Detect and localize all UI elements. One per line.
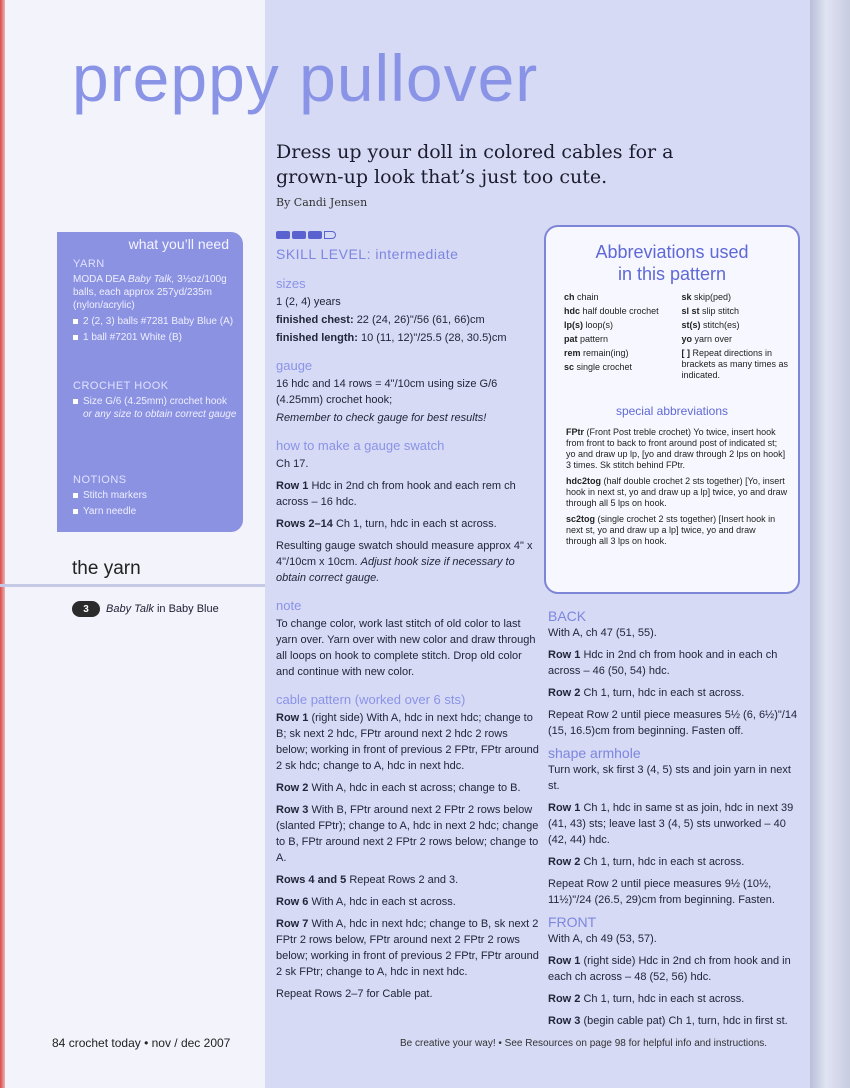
abbreviations-heading [546, 241, 798, 285]
abbreviations-box [544, 225, 800, 594]
row-label: Row 2 [548, 856, 581, 868]
row-label: Row 2 [276, 782, 309, 794]
front-heading: FRONT [548, 914, 597, 930]
notion-text: Yarn needle [83, 506, 137, 517]
swatch-ch: Ch 17. [276, 458, 309, 470]
page-number: 84 [52, 1036, 66, 1050]
finished-chest [276, 312, 541, 328]
row-label: Row 2 [548, 993, 581, 1005]
finished-length [276, 330, 541, 346]
abbr-item [564, 292, 672, 303]
def-text: (single crochet 2 sts together) [Insert hook in next st, yo and draw up a lp] twice, yo and draw through all 3 lps on hook. [566, 514, 776, 546]
armhole-repeat: Repeat Row 2 until piece measures 9½ (10½, 11½)"/24 (26.5, 29)cm from beginning. Fasten. [548, 878, 775, 906]
row-label: Row 6 [276, 896, 309, 908]
swatch-rows-2-14 [276, 516, 541, 532]
result-text: Resulting gauge swatch should measure approx 4" x 4"/10cm x 10cm. [276, 540, 533, 568]
def-hdc2tog [566, 476, 788, 509]
abbr-value: loop(s) [585, 320, 614, 330]
bullet-icon [73, 493, 78, 498]
chest-label: finished chest: [276, 314, 354, 326]
def-key: hdc2tog [566, 476, 601, 486]
yarn-item-text: 1 ball #7201 White (B) [83, 332, 182, 343]
row-label: Row 3 [548, 1015, 581, 1027]
row-label: Row 1 [276, 712, 309, 724]
sizes-heading: sizes [276, 276, 306, 291]
back-repeat: Repeat Row 2 until piece measures 5½ (6, 6½)"/14 (15, 16.5)cm from beginning. Fasten off. [548, 709, 798, 737]
yarn-item-2 [73, 331, 238, 344]
left-column-background [0, 0, 265, 1088]
back-start: With A, ch 47 (51, 55). [548, 627, 657, 639]
materials-box [57, 232, 243, 532]
abbr-heading-line-2: in this pattern [617, 264, 727, 284]
hook-item [73, 395, 238, 421]
length-label: finished length: [276, 332, 358, 344]
row-text: With A, hdc in next hdc; change to B, sk next 2 FPtr 2 rows below, FPtr around next 2 FPtr 2 rows below; working in front of previous 2 FPtr, FPtr around 2 sk FPtr; change to A, hdc in next hdc. [276, 918, 539, 978]
row-text: (begin cable pat) Ch 1, turn, hdc in first st. [583, 1015, 788, 1027]
def-key: FPtr [566, 427, 584, 437]
abbreviations-grid [564, 292, 789, 384]
row-text: With B, FPtr around next 2 FPtr 2 rows below (slanted FPtr); change to A, hdc in next 2 hdc; change to B, FPtr around next 2 FPtr 2 rows below; change to A. [276, 804, 539, 864]
back-row-2 [548, 685, 800, 701]
gauge-text: 16 hdc and 14 rows = 4"/10cm using size G/6 (4.25mm) crochet hook; [276, 378, 498, 406]
row-label: Row 1 [548, 955, 581, 967]
abbr-value: yarn over [694, 334, 733, 344]
notions-heading: NOTIONS [73, 474, 127, 486]
abbr-item [682, 306, 790, 317]
cable-row-6 [276, 894, 541, 910]
sizes-years: 1 (2, 4) years [276, 296, 341, 308]
abbr-key: sc [564, 362, 575, 372]
back-row-1 [548, 647, 800, 679]
bullet-icon [73, 509, 78, 514]
abbr-value: Repeat directions in brackets as many times as indicated. [681, 348, 789, 380]
row-text: With A, hdc in each st across; change to B. [311, 782, 521, 794]
page-title: preppy pullover [72, 41, 539, 115]
yarn-weight-icon: 3 [72, 601, 100, 617]
cable-row-1 [276, 710, 541, 774]
row-text: (right side) With A, hdc in next hdc; change to B; sk next 2 hdc, FPtr around next 2 hdc 2 rows below; working in front of previous 2 FPtr, FPtr around 2 sk hdc; change to A, hdc in next hdc. [276, 712, 539, 772]
def-key: sc2tog [566, 514, 596, 524]
abbr-item [682, 320, 790, 331]
hook-heading: CROCHET HOOK [73, 380, 169, 392]
def-text: (Front Post treble crochet) Yo twice, insert hook from front to back to front around post of indicated st; yo and draw up lp, [yo and draw through 2 lps on hook] 3 times. Sk stitch behind FPtr. [566, 427, 786, 470]
bullet-icon [73, 399, 78, 404]
front-row-2 [548, 991, 800, 1007]
cable-row-7 [276, 916, 541, 980]
subtitle: Dress up your doll in colored cables for a grown-up look that’s just too cute. [276, 141, 674, 188]
abbr-value: remain(ing) [583, 348, 629, 358]
swatch-row-1 [276, 478, 541, 510]
magazine-issue: crochet today • nov / dec 2007 [68, 1036, 231, 1050]
back-heading: BACK [548, 608, 587, 624]
row-text: Ch 1, turn, hdc in each st across. [583, 993, 745, 1005]
row-label: Row 3 [276, 804, 309, 816]
gauge-heading: gauge [276, 358, 313, 373]
abbr-key: rem [564, 348, 581, 358]
row-text: Repeat Rows 2 and 3. [349, 874, 459, 886]
yarn-item-1 [73, 315, 238, 328]
row-text: Hdc in 2nd ch from hook and each rem ch across – 16 hdc. [276, 480, 516, 508]
abbr-key: sl st [681, 306, 700, 316]
abbr-item [682, 292, 790, 303]
special-abbreviations-heading: special abbreviations [615, 404, 729, 418]
row-label: Row 1 [276, 480, 309, 492]
yarn-swatch-row [72, 601, 219, 617]
page-folio [52, 1036, 230, 1050]
abbr-key: lp(s) [564, 320, 583, 330]
def-sc2tog [566, 514, 788, 547]
armhole-heading: shape armhole [548, 745, 641, 761]
notion-text: Stitch markers [83, 490, 147, 501]
abbr-key: hdc [564, 306, 581, 316]
yarn-heading: YARN [73, 258, 105, 270]
row-text: Ch 1, turn, hdc in each st across. [335, 518, 497, 530]
yarn-description [73, 273, 238, 312]
row-text: (right side) Hdc in 2nd ch from hook and in each ch across – 48 (52, 56) hdc. [548, 955, 791, 983]
row-label: Row 1 [548, 802, 581, 814]
abbr-value: half double crochet [582, 306, 659, 316]
armhole-row-2 [548, 854, 800, 870]
front-row-1 [548, 953, 800, 985]
abbr-key: ch [564, 292, 575, 302]
abbr-value: single crochet [576, 362, 633, 372]
skill-level: SKILL LEVEL: intermediate [276, 246, 459, 262]
divider [0, 584, 265, 587]
yarn-name: Baby Talk, [128, 274, 175, 285]
cable-repeat: Repeat Rows 2–7 for Cable pat. [276, 988, 433, 1000]
notion-item-2 [73, 505, 238, 518]
armhole-start: Turn work, sk first 3 (4, 5) sts and join yarn in next st. [548, 764, 791, 792]
cable-row-3 [276, 802, 541, 866]
bullet-icon [73, 335, 78, 340]
notion-item-1 [73, 489, 238, 502]
front-start: With A, ch 49 (53, 57). [548, 933, 657, 945]
abbr-value: stitch(es) [703, 320, 740, 330]
cable-heading: cable pattern (worked over 6 sts) [276, 692, 466, 707]
yarn-swatch-color: in Baby Blue [156, 603, 219, 615]
abbr-heading-line-1: Abbreviations used [595, 242, 749, 262]
row-text: Hdc in 2nd ch from hook and in each ch across – 46 (50, 54) hdc. [548, 649, 778, 677]
abbr-value: slip stitch [702, 306, 740, 316]
skill-level-icon [276, 230, 541, 240]
abbr-right-column [682, 292, 790, 384]
front-row-3 [548, 1013, 800, 1029]
row-text: Ch 1, turn, hdc in each st across. [583, 687, 745, 699]
chest-value: 22 (24, 26)"/56 (61, 66)cm [356, 314, 485, 326]
yarn-section-heading: the yarn [72, 558, 141, 579]
gauge-note: Remember to check gauge for best results! [276, 412, 487, 424]
yarn-brand: MODA DEA [73, 274, 126, 285]
row-label: Row 1 [548, 649, 581, 661]
abbr-item [564, 320, 672, 331]
abbr-item [564, 348, 672, 359]
page-edge [0, 0, 5, 1088]
yarn-swatch-name: Baby Talk [106, 603, 154, 615]
notions-materials [73, 474, 238, 521]
swatch-result [276, 538, 541, 586]
hook-size: Size G/6 (4.25mm) crochet hook [83, 396, 227, 407]
row-label: Row 2 [548, 687, 581, 699]
swatch-heading: how to make a gauge swatch [276, 438, 445, 453]
abbr-item [682, 334, 790, 345]
yarn-item-text: 2 (2, 3) balls #7281 Baby Blue (A) [83, 316, 234, 327]
row-label: Rows 2–14 [276, 518, 333, 530]
abbr-item [564, 334, 672, 345]
byline: By Candi Jensen [276, 196, 368, 209]
def-fptr [566, 427, 788, 471]
abbr-value: skip(ped) [694, 292, 732, 302]
hook-text [83, 395, 238, 421]
special-abbreviations [566, 427, 788, 552]
yarn-specs: 3½oz/100g balls, each approx 257yd/235m (nylon/acrylic) [73, 274, 227, 311]
row-text: With A, hdc in each st across. [311, 896, 456, 908]
armhole-row-1 [548, 800, 800, 848]
middle-column [276, 230, 541, 1008]
cable-row-2 [276, 780, 541, 796]
materials-heading: what you’ll need [128, 236, 229, 252]
length-value: 10 (11, 12)"/25.5 (28, 30.5)cm [360, 332, 507, 344]
footer-tagline: Be creative your way! • See Resources on page 98 for helpful info and instructions. [400, 1038, 768, 1049]
abbr-item [564, 306, 672, 317]
yarn-materials [73, 258, 238, 347]
abbr-key: st(s) [681, 320, 701, 330]
def-text: (half double crochet 2 sts together) [Yo, insert hook in next st, yo and draw up a lp] twice, yo and draw through all 5 lps on hook. [566, 476, 788, 508]
abbr-key: yo [681, 334, 693, 344]
row-text: Ch 1, turn, hdc in each st across. [583, 856, 745, 868]
abbr-value: pattern [580, 334, 609, 344]
row-text: Ch 1, hdc in same st as join, hdc in next 39 (41, 43) sts; leave last 3 (4, 5) sts unworked – 40 (42, 44) hdc. [548, 802, 794, 846]
note-text: To change color, work last stitch of old color to last yarn over. Yarn over with new color and draw through all loops on hook to complete stitch. Drop old color and continue with new color. [276, 618, 536, 678]
abbr-key: pat [564, 334, 578, 344]
abbr-item [564, 362, 672, 373]
abbr-key: [ ] [681, 348, 690, 358]
hook-materials [73, 380, 238, 424]
row-label: Row 7 [276, 918, 309, 930]
abbr-item [682, 348, 790, 381]
right-column [548, 602, 800, 1035]
yarn-swatch-text [106, 603, 219, 615]
row-label: Rows 4 and 5 [276, 874, 347, 886]
note-heading: note [276, 598, 302, 613]
cable-rows-4-5 [276, 872, 541, 888]
result-note: Adjust hook size if necessary to obtain correct gauge. [276, 556, 515, 584]
hook-note: or any size to obtain correct gauge [83, 409, 237, 420]
abbr-key: sk [681, 292, 692, 302]
page-gutter [810, 0, 850, 1088]
abbr-left-column [564, 292, 672, 384]
bullet-icon [73, 319, 78, 324]
abbr-value: chain [577, 292, 599, 302]
